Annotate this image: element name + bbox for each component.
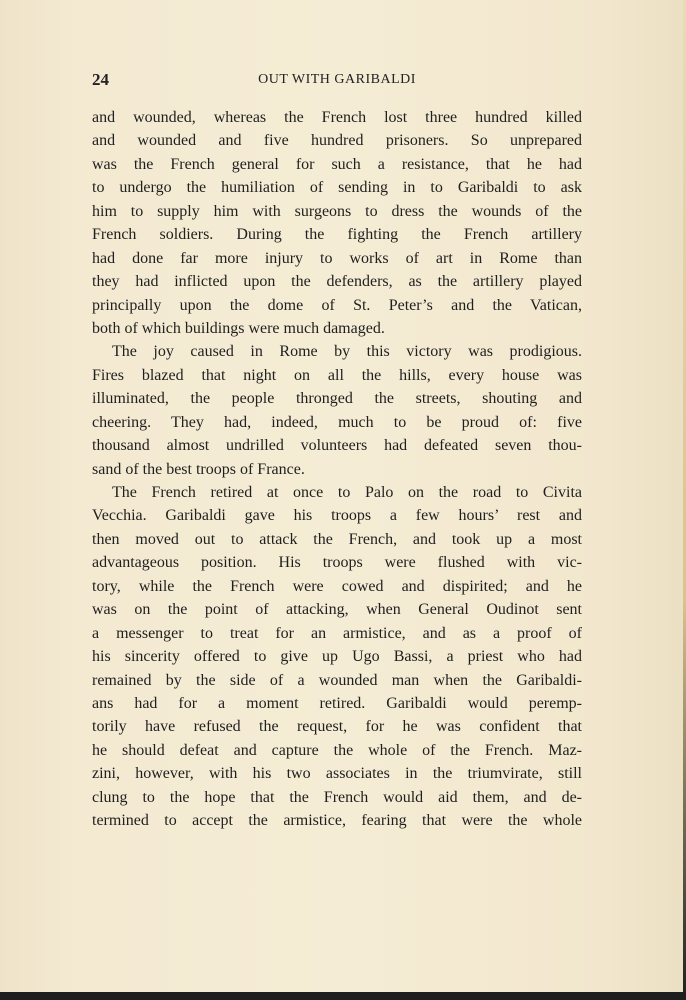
text-line: principally upon the dome of St. Peter’s and the Vatican, bbox=[92, 296, 582, 314]
text-line: advantageous position. His troops were flushed with vic- bbox=[92, 554, 582, 572]
page-header bbox=[92, 70, 582, 94]
paragraph bbox=[92, 340, 582, 481]
body-text bbox=[92, 106, 582, 833]
text-line: sand of the best troops of France. bbox=[92, 460, 305, 478]
text-line: cheering. They had, indeed, much to be proud of: five bbox=[92, 413, 582, 431]
text-line: and wounded and five hundred prisoners. So unprepared bbox=[92, 132, 582, 150]
text-line: termined to accept the armistice, fearing that were the whole bbox=[92, 812, 582, 830]
paragraph bbox=[92, 106, 582, 340]
text-line: his sincerity offered to give up Ugo Bassi, a priest who had bbox=[92, 648, 582, 666]
running-head: OUT WITH GARIBALDI bbox=[258, 72, 416, 87]
text-line: remained by the side of a wounded man when the Garibaldi- bbox=[92, 671, 582, 689]
text-line: a messenger to treat for an armistice, and as a proof of bbox=[92, 624, 582, 642]
text-line: ans had for a moment retired. Garibaldi would peremp- bbox=[92, 694, 582, 712]
text-line: him to supply him with surgeons to dress the wounds of the bbox=[92, 202, 582, 220]
text-line: was the French general for such a resistance, that he had bbox=[92, 155, 582, 173]
text-line: clung to the hope that the French would aid them, and de- bbox=[92, 788, 582, 806]
text-line: to undergo the humiliation of sending in to Garibaldi to ask bbox=[92, 179, 582, 197]
text-line: zini, however, with his two associates in the triumvirate, still bbox=[92, 765, 582, 783]
page-number: 24 bbox=[92, 70, 109, 89]
text-line: and wounded, whereas the French lost three hundred killed bbox=[92, 109, 582, 126]
text-line: French soldiers. During the fighting the French artillery bbox=[92, 226, 582, 244]
text-line: torily have refused the request, for he was confident that bbox=[92, 718, 582, 736]
text-line: was on the point of attacking, when General Oudinot sent bbox=[92, 601, 582, 619]
text-line: The French retired at once to Palo on the road to Civita bbox=[112, 484, 582, 501]
text-line: The joy caused in Rome by this victory was prodigious. bbox=[112, 343, 582, 361]
text-line: had done far more injury to works of art in Rome than bbox=[92, 249, 582, 267]
paragraph bbox=[92, 481, 582, 833]
text-line: they had inflicted upon the defenders, as the artillery played bbox=[92, 273, 582, 291]
text-line: Vecchia. Garibaldi gave his troops a few hours’ rest and bbox=[92, 507, 582, 525]
text-line: then moved out to attack the French, and took up a most bbox=[92, 530, 582, 548]
text-line: both of which buildings were much damaged. bbox=[92, 319, 385, 337]
text-line: Fires blazed that night on all the hills, every house was bbox=[92, 366, 582, 384]
text-line: illuminated, the people thronged the streets, shouting and bbox=[92, 390, 582, 408]
text-line: tory, while the French were cowed and dispirited; and he bbox=[92, 577, 582, 595]
text-line: he should defeat and capture the whole of the French. Maz- bbox=[92, 741, 582, 759]
text-line: thousand almost undrilled volunteers had defeated seven thou- bbox=[92, 437, 582, 455]
